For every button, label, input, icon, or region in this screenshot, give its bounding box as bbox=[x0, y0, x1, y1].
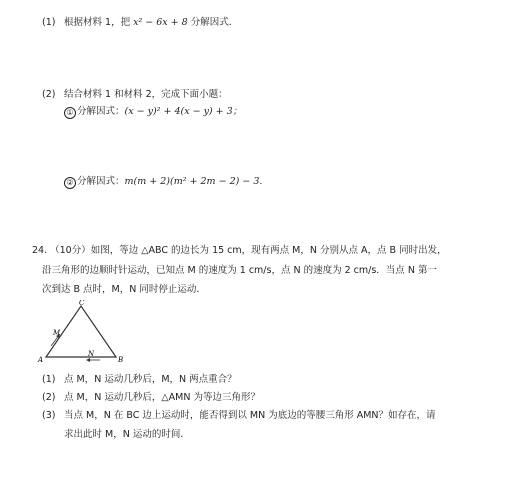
point-label-m: M bbox=[53, 329, 61, 337]
vertex-label-a: A bbox=[38, 356, 44, 364]
part1-text-after: 分解因式． bbox=[187, 17, 239, 28]
q24-item-1-number: (1) bbox=[42, 374, 56, 385]
q24-line-2: 沿三角形的边顺时针运动，已知点 M 的速度为 1 cm/s，点 N 的速度为 2 cm/s．当点 N 第一 bbox=[42, 265, 437, 276]
point-label-n: N bbox=[88, 350, 95, 358]
part1-number: (1) bbox=[42, 17, 56, 28]
part2-subquestion-1 bbox=[64, 106, 242, 119]
circled-two-marker: ② bbox=[64, 177, 76, 189]
part1-question bbox=[64, 17, 238, 29]
q24-item-3-continuation: 求出此时 M，N 运动的时间． bbox=[64, 429, 190, 440]
q24-item-2-text: 点 M，N 运动几秒后，△AMN 为等边三角形？ bbox=[64, 392, 260, 403]
part2-number: (2) bbox=[42, 89, 56, 100]
sub1-label: 分解因式： bbox=[77, 106, 125, 117]
q24-item-1-text: 点 M，N 运动几秒后，M，N 两点重合？ bbox=[64, 374, 237, 385]
part2-subquestion-2 bbox=[64, 176, 262, 189]
q24-item-3-number: (3) bbox=[42, 410, 56, 421]
arrow-n-head bbox=[86, 358, 90, 362]
q24-line-3: 次到达 B 点时，M，N 同时停止运动． bbox=[42, 284, 206, 295]
circled-one-marker: ① bbox=[64, 107, 76, 119]
sub2-expression: m(m + 2)(m² + 2m − 2) − 3. bbox=[124, 176, 263, 187]
q24-item-2-number: (2) bbox=[42, 392, 56, 403]
q24-item-3-text: 当点 M，N 在 BC 边上运动时，能否得到以 MN 为底边的等腰三角形 AMN？如存在，请 bbox=[64, 410, 436, 421]
vertex-label-c: C bbox=[79, 300, 85, 307]
sub1-expression: (x − y)² + 4(x − y) + 3； bbox=[124, 106, 243, 117]
triangle-figure bbox=[36, 300, 126, 366]
sub2-label: 分解因式： bbox=[77, 176, 125, 187]
part1-text-before: 根据材料 1，把 bbox=[64, 17, 134, 28]
vertex-label-b: B bbox=[118, 356, 124, 364]
part1-expression: x² − 6x + 8 bbox=[133, 17, 188, 28]
part2-intro: 结合材料 1 和材料 2，完成下面小题： bbox=[64, 89, 228, 100]
q24-line-1: 24. （10分）如图，等边 △ABC 的边长为 15 cm，现有两点 M，N 分别从点 A，点 B 同时出发， bbox=[32, 245, 447, 256]
